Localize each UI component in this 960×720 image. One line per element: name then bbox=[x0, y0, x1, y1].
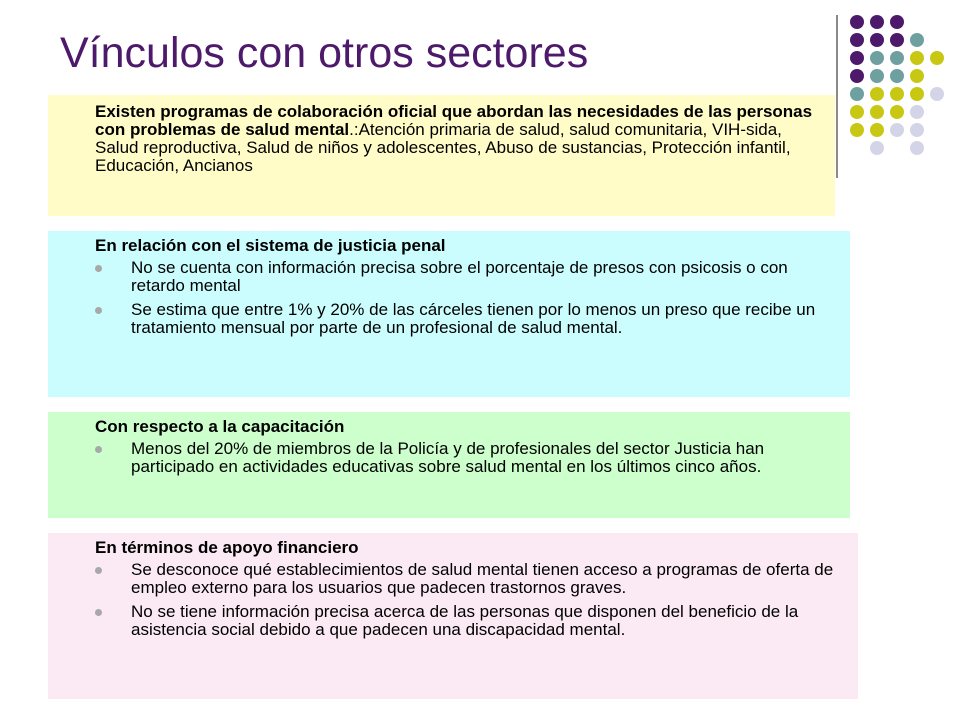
dot-purple-icon bbox=[890, 33, 904, 47]
dot-lavender-icon bbox=[910, 105, 924, 119]
programas-bold-text: Existen programas de colaboración oficial que abordan las necesidades de las personas con problemas de salud mental bbox=[95, 102, 813, 139]
bullet-text: No se cuenta con información precisa sobre el porcentaje de presos con psicosis o con retardo mental bbox=[131, 258, 788, 295]
capacitacion-bullet-list bbox=[95, 440, 840, 476]
dot-olive-icon bbox=[930, 51, 944, 65]
dot-olive-icon bbox=[890, 87, 904, 101]
list-item bbox=[95, 440, 840, 476]
dot-olive-icon bbox=[870, 105, 884, 119]
list-item bbox=[95, 561, 848, 597]
dot-olive-icon bbox=[870, 123, 884, 137]
dot-teal-icon bbox=[890, 51, 904, 65]
justicia-bullet-list bbox=[95, 259, 840, 337]
dot-olive-icon bbox=[870, 87, 884, 101]
section-justicia bbox=[48, 231, 850, 397]
section-financiero bbox=[48, 533, 858, 699]
bullet-icon bbox=[95, 567, 102, 574]
list-item bbox=[95, 603, 848, 639]
dot-olive-icon bbox=[910, 69, 924, 83]
dot-purple-icon bbox=[870, 15, 884, 29]
slide-title: Vínculos con otros sectores bbox=[60, 29, 589, 77]
financiero-heading: En términos de apoyo financiero bbox=[95, 538, 359, 557]
programas-rest-text: .:Atención primaria de salud, salud comunitaria, VIH-sida, Salud reproductiva, Salud de niños y adolescentes, Abuso de sustancias, Protección infantil, Educación, Ancianos bbox=[95, 120, 791, 175]
dot-lavender-icon bbox=[910, 123, 924, 137]
dot-lavender-icon bbox=[930, 87, 944, 101]
dot-lavender-icon bbox=[910, 141, 924, 155]
dot-purple-icon bbox=[850, 69, 864, 83]
list-item bbox=[95, 301, 840, 337]
financiero-bullet-list bbox=[95, 561, 848, 639]
dot-teal-icon bbox=[890, 69, 904, 83]
dot-teal-icon bbox=[910, 33, 924, 47]
justicia-heading: En relación con el sistema de justicia penal bbox=[95, 236, 446, 255]
bullet-icon bbox=[95, 265, 102, 272]
dot-purple-icon bbox=[870, 33, 884, 47]
dot-olive-icon bbox=[910, 51, 924, 65]
dot-purple-icon bbox=[850, 51, 864, 65]
dot-olive-icon bbox=[890, 105, 904, 119]
dot-lavender-icon bbox=[870, 141, 884, 155]
dot-purple-icon bbox=[850, 33, 864, 47]
section-programas bbox=[48, 95, 835, 216]
bullet-icon bbox=[95, 307, 102, 314]
bullet-text: Se estima que entre 1% y 20% de las cárceles tienen por lo menos un preso que recibe un tratamiento mensual por parte de un profesional de salud mental. bbox=[131, 300, 816, 337]
dot-teal-icon bbox=[870, 69, 884, 83]
bullet-icon bbox=[95, 446, 102, 453]
capacitacion-heading: Con respecto a la capacitación bbox=[95, 417, 345, 436]
list-item bbox=[95, 259, 840, 295]
decorative-divider bbox=[836, 15, 838, 178]
dot-teal-icon bbox=[870, 51, 884, 65]
dot-olive-icon bbox=[910, 87, 924, 101]
dot-purple-icon bbox=[890, 15, 904, 29]
section-capacitacion bbox=[48, 412, 850, 518]
dot-purple-icon bbox=[850, 15, 864, 29]
dot-teal-icon bbox=[850, 87, 864, 101]
bullet-text: Se desconoce qué establecimientos de salud mental tienen acceso a programas de oferta de empleo externo para los usuarios que padecen trastornos graves. bbox=[131, 560, 834, 597]
bullet-icon bbox=[95, 609, 102, 616]
dot-olive-icon bbox=[850, 105, 864, 119]
bullet-text: Menos del 20% de miembros de la Policía y de profesionales del sector Justicia han participado en actividades educativas sobre salud mental en los últimos cinco años. bbox=[131, 439, 765, 476]
programas-paragraph bbox=[95, 103, 825, 175]
dot-lavender-icon bbox=[890, 123, 904, 137]
dot-olive-icon bbox=[850, 123, 864, 137]
bullet-text: No se tiene información precisa acerca de las personas que disponen del beneficio de la asistencia social debido a que padecen una discapacidad mental. bbox=[131, 602, 799, 639]
